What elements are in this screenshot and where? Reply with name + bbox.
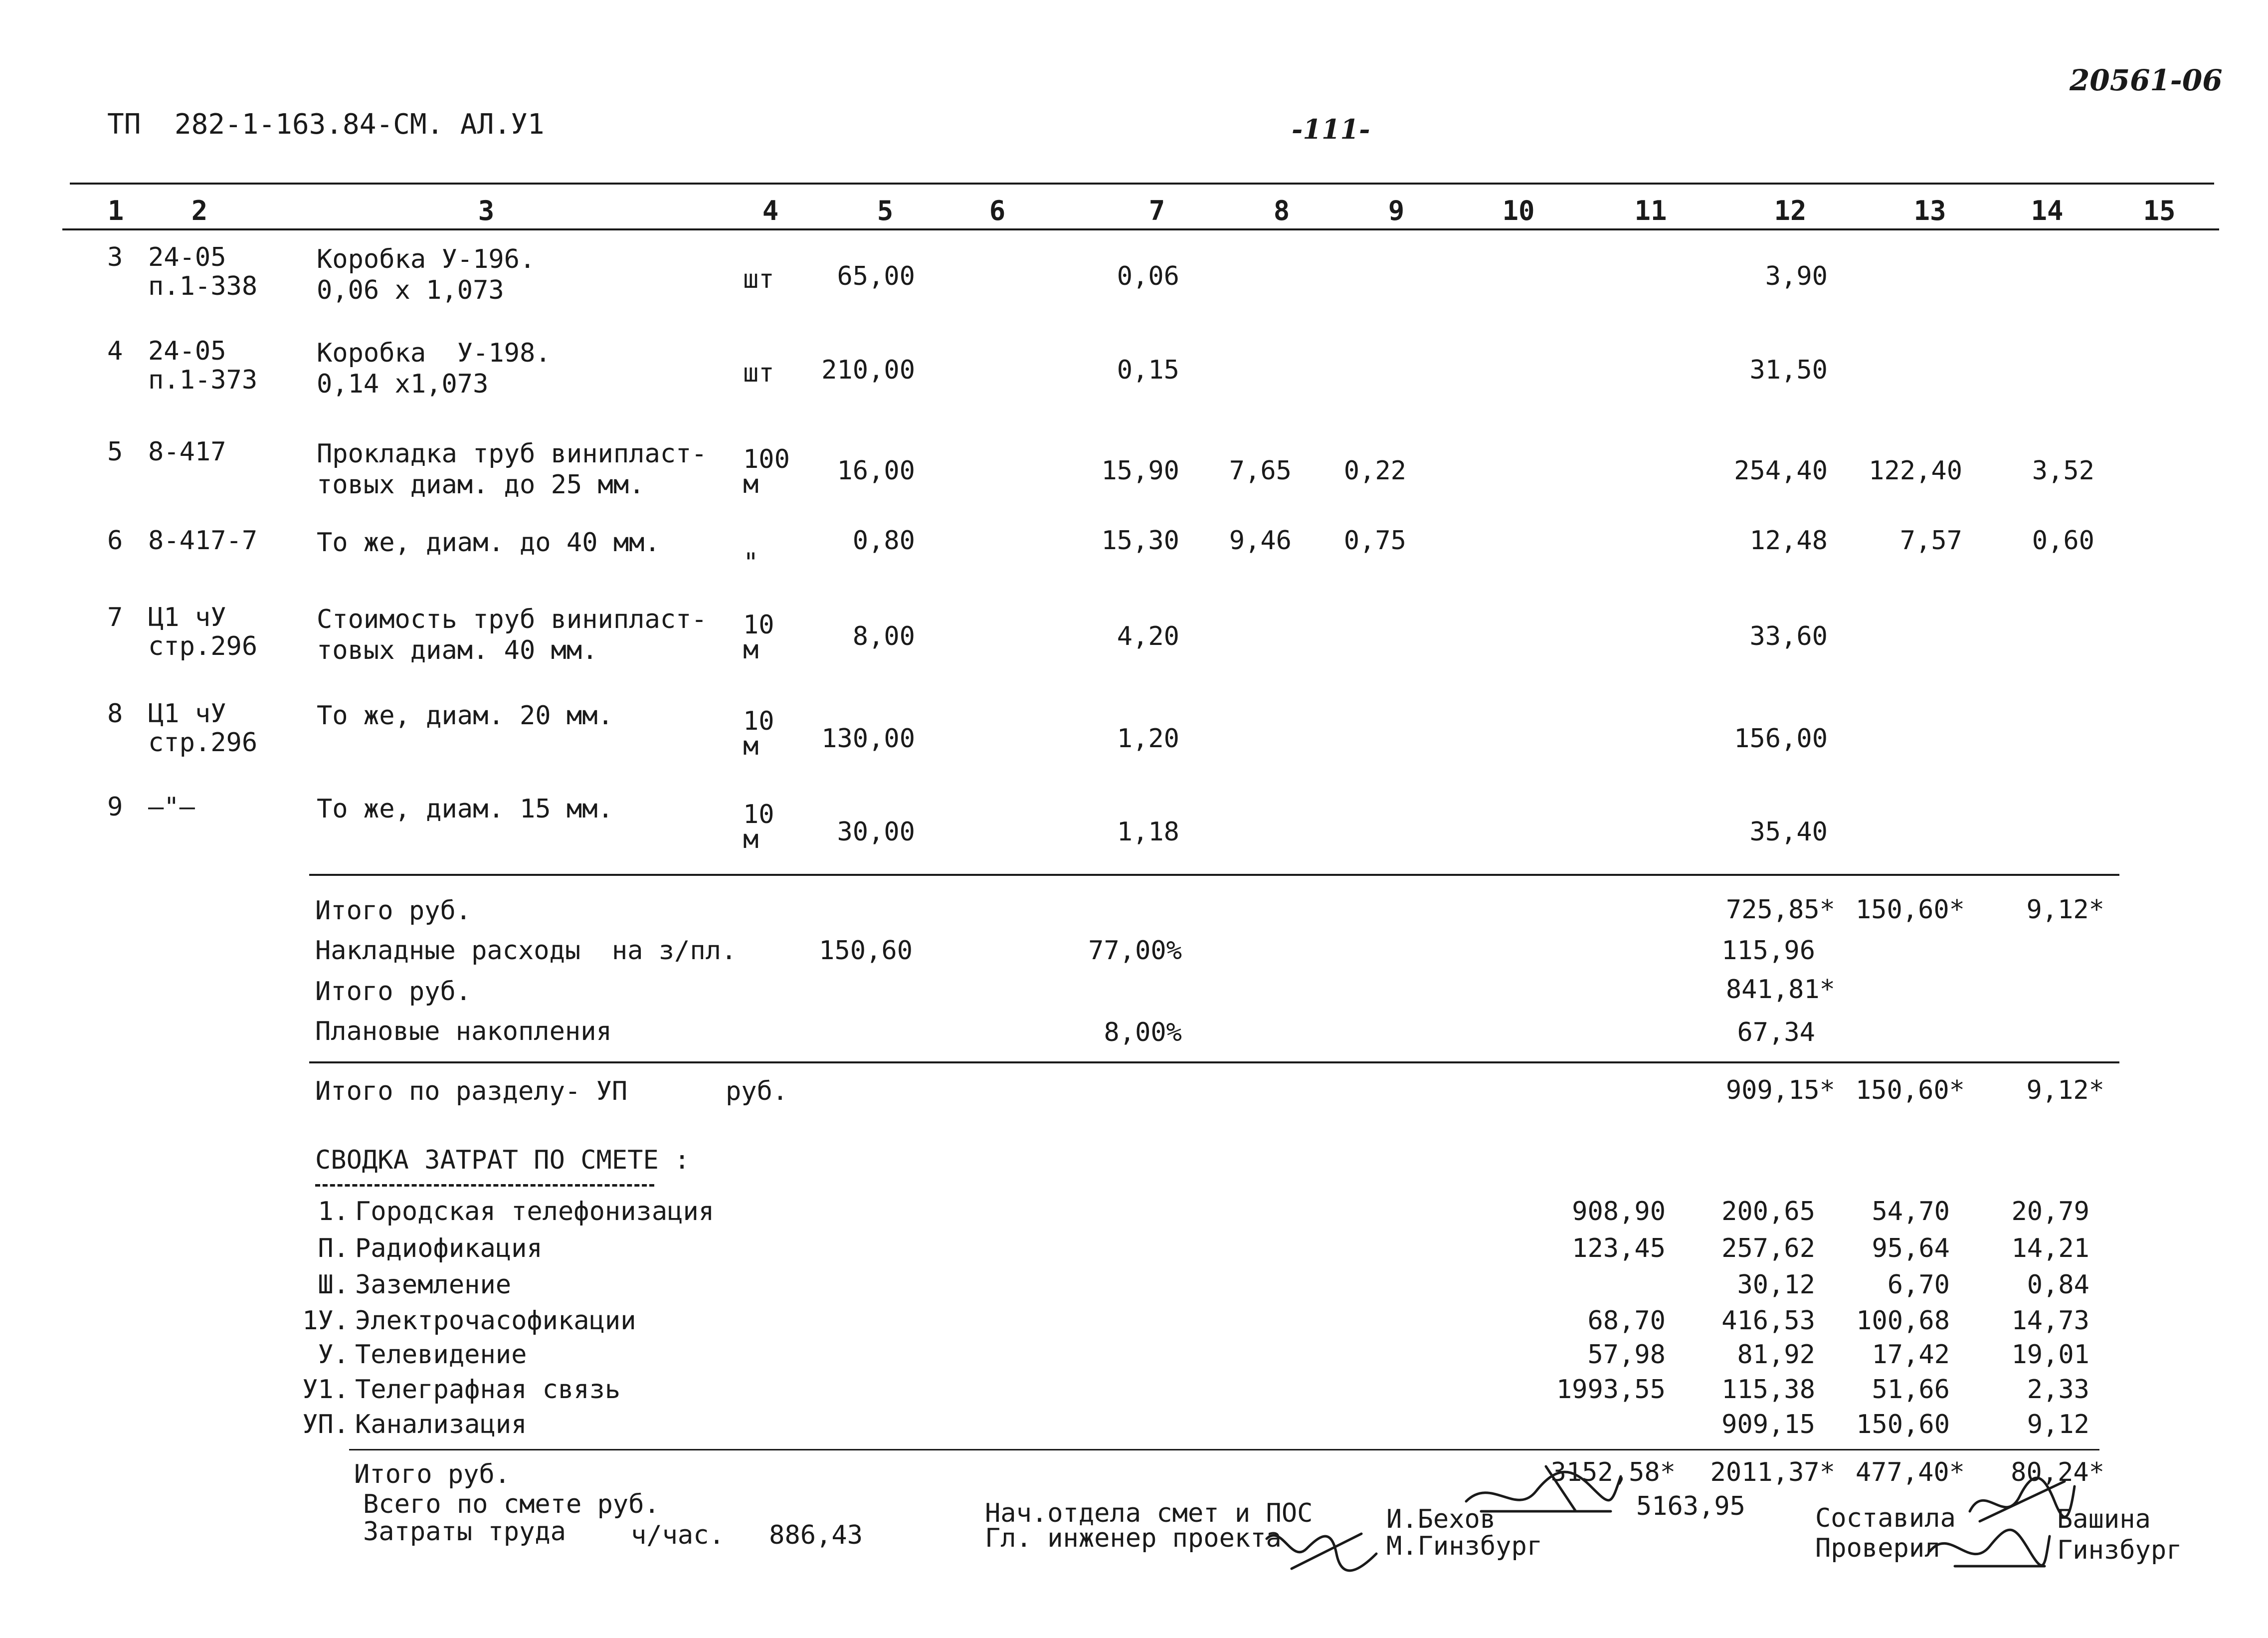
archive-number: 20561-06 — [2070, 63, 2223, 97]
summary-item-c13: 150,60 — [1856, 1410, 1950, 1439]
column-header-6: 6 — [989, 195, 1006, 226]
itogo1-c13: 150,60* — [1855, 895, 1965, 925]
row-code: 24-05 — [148, 242, 226, 272]
summary-item-number: УП. — [302, 1410, 349, 1439]
document-code: ТП 282-1-163.84-СМ. АЛ.У1 — [107, 108, 545, 141]
column-header-2: 2 — [191, 195, 208, 226]
row-c14: 0,60 — [2032, 526, 2094, 556]
row-name: То же, диам. 20 мм. — [317, 701, 613, 731]
checked-name: Гинзбург — [2057, 1535, 2182, 1565]
summary-item-label: Электрочасофикации — [355, 1306, 636, 1336]
row-unit: 10 — [743, 610, 774, 640]
column-header-12: 12 — [1774, 195, 1807, 226]
summary-itogo-c13: 477,40* — [1855, 1457, 1965, 1487]
row-name: Стоимость труб винипласт- — [317, 605, 707, 634]
row-total: 156,00 — [1734, 724, 1828, 754]
handwritten-signature-gl-engineer — [1262, 1519, 1381, 1579]
row-unit: м — [743, 731, 759, 761]
row-name: 0,14 х1,073 — [317, 369, 489, 399]
handwritten-signature-behov — [1461, 1456, 1626, 1521]
signature-name-2: М.Гинзбург — [1386, 1531, 1543, 1561]
row-unit: шт — [743, 358, 774, 388]
row-code: 8-417-7 — [148, 526, 258, 556]
summary-item-c12: 257,62 — [1721, 1233, 1815, 1263]
summary-item-number: П. — [318, 1233, 349, 1263]
column-header-15: 15 — [2143, 195, 2176, 226]
row-qty: 30,00 — [837, 817, 915, 847]
row-name: То же, диам. до 40 мм. — [317, 528, 660, 558]
row-unit: м — [743, 635, 759, 665]
row-qty: 130,00 — [821, 724, 915, 754]
row-total: 35,40 — [1749, 817, 1828, 847]
row-code: 24-05 — [148, 336, 226, 366]
summary-item-c14: 14,73 — [2011, 1306, 2089, 1336]
section-total-unit: руб. — [726, 1076, 788, 1106]
row-c9: 0,22 — [1343, 456, 1406, 486]
planned-rate: 8,00% — [1104, 1018, 1182, 1047]
planned-c12: 67,34 — [1737, 1018, 1815, 1047]
row-qty: 8,00 — [852, 621, 915, 651]
summary-item-c13: 95,64 — [1872, 1233, 1950, 1263]
row-number: 5 — [107, 437, 123, 467]
signature-role-1: Нач.отдела смет и ПОС — [985, 1498, 1313, 1528]
column-header-11: 11 — [1634, 195, 1667, 226]
row-price: 15,30 — [1101, 526, 1179, 556]
itogo1-c12: 725,85* — [1725, 895, 1835, 925]
row-number: 7 — [107, 603, 123, 632]
summary-item-number: 1У. — [302, 1306, 349, 1336]
summary-item-c13: 54,70 — [1872, 1197, 1950, 1227]
summary-item-c11: 57,98 — [1587, 1340, 1666, 1370]
compiled-name: Башина — [2057, 1504, 2151, 1534]
summary-item-c14: 14,21 — [2011, 1233, 2089, 1263]
column-header-13: 13 — [1913, 195, 1946, 226]
summary-item-c11: 68,70 — [1587, 1306, 1666, 1336]
row-price: 4,20 — [1117, 621, 1179, 651]
column-header-4: 4 — [762, 195, 779, 226]
summary-item-label: Радиофикация — [355, 1233, 543, 1263]
itogo1-c14: 9,12* — [2026, 895, 2104, 925]
summary-item-c13: 6,70 — [1887, 1270, 1950, 1300]
itogo1-label: Итого руб. — [315, 896, 472, 926]
signature-role-2: Гл. инженер проекта — [985, 1523, 1282, 1553]
row-total: 254,40 — [1734, 456, 1828, 486]
totals-rule — [309, 874, 2119, 876]
overhead-rate: 77,00% — [1088, 936, 1182, 966]
checked-label: Проверил — [1815, 1533, 1940, 1563]
handwritten-signature-ginzburg — [1925, 1516, 2055, 1576]
row-code: п.1-338 — [148, 271, 258, 301]
row-number: 6 — [107, 526, 123, 556]
row-total: 33,60 — [1749, 621, 1828, 651]
row-c9: 0,75 — [1343, 526, 1406, 556]
row-total: 3,90 — [1765, 261, 1828, 291]
vsego-label: Всего по смете руб. — [363, 1489, 660, 1519]
summary-item-label: Телевидение — [355, 1340, 527, 1370]
summary-itogo-c11: 3152,58* — [1550, 1457, 1676, 1487]
compiled-label: Составила — [1815, 1503, 1956, 1533]
overhead-qty: 150,60 — [819, 936, 913, 966]
summary-item-label: Канализация — [355, 1410, 527, 1439]
summary-item-label: Городская телефонизация — [355, 1197, 715, 1227]
row-name: товых диам. 40 мм. — [317, 635, 598, 665]
row-unit: 10 — [743, 800, 774, 829]
overhead-c12: 115,96 — [1721, 936, 1815, 966]
summary-item-c12: 909,15 — [1721, 1410, 1815, 1439]
section-total-label: Итого по разделу- УП — [315, 1076, 628, 1106]
vsego-value: 5163,95 — [1636, 1491, 1745, 1521]
summary-item-c13: 51,66 — [1872, 1375, 1950, 1405]
summary-itogo-c14: 80,24* — [2011, 1457, 2104, 1487]
summary-rule — [349, 1449, 2099, 1450]
planned-label: Плановые накопления — [315, 1017, 612, 1046]
summary-item-label: Телеграфная связь — [355, 1375, 621, 1405]
row-number: 8 — [107, 699, 123, 729]
row-c14: 3,52 — [2032, 456, 2094, 486]
column-header-7: 7 — [1148, 195, 1165, 226]
summary-item-number: 1. — [318, 1197, 349, 1227]
column-header-10: 10 — [1502, 195, 1535, 226]
row-qty: 0,80 — [852, 526, 915, 556]
summary-item-c13: 100,68 — [1856, 1306, 1950, 1336]
row-number: 3 — [107, 242, 123, 272]
summary-item-c14: 2,33 — [2027, 1375, 2089, 1405]
row-total: 12,48 — [1749, 526, 1828, 556]
row-qty: 210,00 — [821, 355, 915, 385]
row-qty: 16,00 — [837, 456, 915, 486]
column-header-9: 9 — [1388, 195, 1405, 226]
row-c8: 9,46 — [1229, 526, 1292, 556]
signature-name-1: И.Бехов — [1386, 1504, 1496, 1534]
row-c13: 122,40 — [1869, 456, 1962, 486]
row-unit: " — [743, 548, 759, 578]
summary-item-c11: 1993,55 — [1556, 1375, 1666, 1405]
page-number: -111- — [1292, 113, 1370, 145]
row-name: Коробка У-196. — [317, 244, 536, 274]
row-unit: шт — [743, 264, 774, 294]
row-c13: 7,57 — [1899, 526, 1962, 556]
table-top-rule — [70, 183, 2214, 185]
summary-item-number: У1. — [302, 1375, 349, 1405]
section-total-c12: 909,15* — [1725, 1075, 1835, 1105]
row-number: 4 — [107, 336, 123, 366]
summary-item-c14: 19,01 — [2011, 1340, 2089, 1370]
row-code: стр.296 — [148, 728, 258, 758]
row-qty: 65,00 — [837, 261, 915, 291]
summary-title: СВОДКА ЗАТРАТ ПО СМЕТЕ : — [315, 1145, 690, 1175]
summary-itogo-label: Итого руб. — [354, 1459, 511, 1489]
row-unit: 10 — [743, 706, 774, 736]
column-header-8: 8 — [1273, 195, 1290, 226]
row-name: То же, диам. 15 мм. — [317, 794, 613, 824]
summary-item-c14: 9,12 — [2027, 1410, 2089, 1439]
column-header-14: 14 — [2031, 195, 2064, 226]
row-code: п.1-373 — [148, 365, 258, 395]
labor-value: 886,43 — [769, 1520, 863, 1550]
row-price: 15,90 — [1101, 456, 1179, 486]
summary-item-c11: 908,90 — [1572, 1197, 1666, 1227]
row-name: 0,06 х 1,073 — [317, 275, 504, 305]
section-rule — [309, 1061, 2119, 1063]
row-name: товых диам. до 25 мм. — [317, 470, 645, 500]
summary-item-c11: 123,45 — [1572, 1233, 1666, 1263]
row-unit: 100 — [743, 444, 790, 474]
row-code: Ц1 чУ — [148, 699, 226, 729]
column-header-1: 1 — [107, 195, 124, 226]
summary-item-c12: 200,65 — [1721, 1197, 1815, 1227]
summary-item-number: У. — [318, 1340, 349, 1370]
itogo2-label: Итого руб. — [315, 977, 472, 1007]
column-header-5: 5 — [877, 195, 894, 226]
summary-item-c12: 30,12 — [1737, 1270, 1815, 1300]
row-price: 0,15 — [1117, 355, 1179, 385]
summary-item-c14: 20,79 — [2011, 1197, 2089, 1227]
row-price: 1,20 — [1117, 724, 1179, 754]
row-name: Прокладка труб винипласт- — [317, 439, 707, 469]
section-total-c13: 150,60* — [1855, 1075, 1965, 1105]
labor-label: Затраты труда — [363, 1517, 566, 1547]
row-code: 8-417 — [148, 437, 226, 467]
summary-item-label: Заземление — [355, 1270, 512, 1300]
row-number: 9 — [107, 792, 123, 822]
row-price: 1,18 — [1117, 817, 1179, 847]
summary-item-c14: 0,84 — [2027, 1270, 2089, 1300]
row-total: 31,50 — [1749, 355, 1828, 385]
row-code: —"— — [148, 792, 195, 822]
summary-item-c13: 17,42 — [1872, 1340, 1950, 1370]
section-total-c14: 9,12* — [2026, 1075, 2104, 1105]
summary-item-number: Ш. — [318, 1270, 349, 1300]
row-code: Ц1 чУ — [148, 603, 226, 632]
summary-item-c12: 81,92 — [1737, 1340, 1815, 1370]
row-code: стр.296 — [148, 631, 258, 661]
row-name: Коробка У-198. — [317, 338, 551, 368]
itogo2-c12: 841,81* — [1725, 975, 1835, 1005]
row-price: 0,06 — [1117, 261, 1179, 291]
overhead-label: Накладные расходы на з/пл. — [315, 936, 737, 966]
row-c8: 7,65 — [1229, 456, 1292, 486]
row-unit: м — [743, 824, 759, 854]
labor-unit: ч/час. — [631, 1520, 725, 1550]
summary-title-underline — [315, 1184, 654, 1187]
column-header-3: 3 — [478, 195, 495, 226]
row-unit: м — [743, 469, 759, 499]
table-header-rule — [62, 228, 2219, 230]
summary-item-c12: 115,38 — [1721, 1375, 1815, 1405]
summary-item-c12: 416,53 — [1721, 1306, 1815, 1336]
summary-itogo-c12: 2011,37* — [1710, 1457, 1835, 1487]
